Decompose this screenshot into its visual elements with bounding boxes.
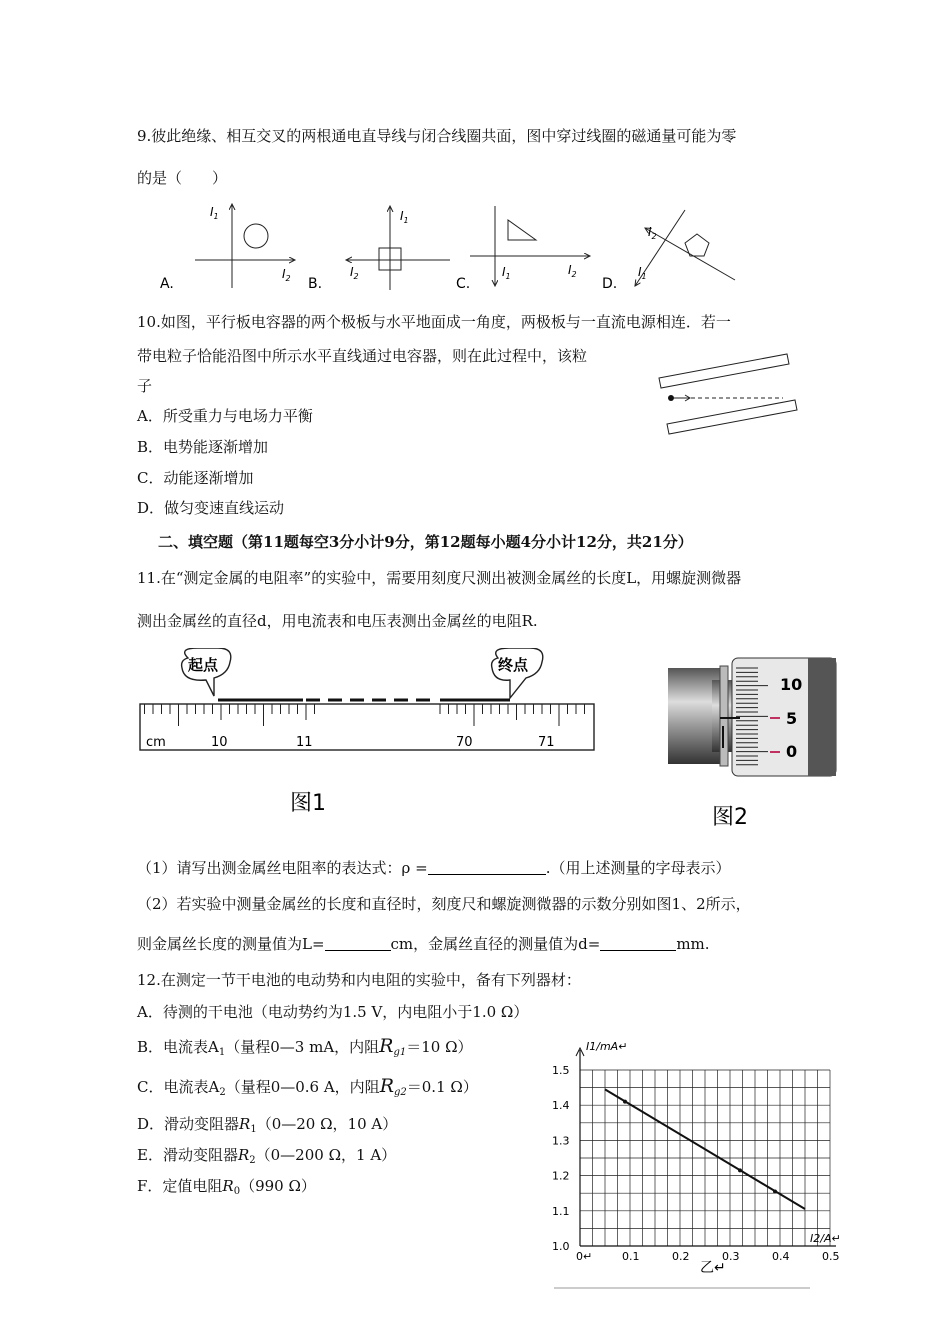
micrometer-half-mark	[722, 726, 724, 748]
x-tick-label: 0.3	[722, 1250, 740, 1263]
start-label: 起点	[188, 656, 219, 674]
q9-a-label-i1: $I_1$	[210, 205, 219, 221]
data-point	[738, 1168, 742, 1172]
q11-figure2-micrometer	[668, 656, 838, 831]
q9-c-label-i1: $I_1$	[502, 265, 511, 281]
chart-y-ticks	[552, 1064, 570, 1253]
data-point	[623, 1100, 627, 1104]
q9-d-label-i1: $I_1$	[638, 265, 647, 281]
q9-a-coil	[244, 224, 268, 248]
q9-c-label-i2: $I_2$	[568, 263, 577, 279]
q10-stem-line3: 子	[137, 377, 153, 395]
y-tick-label: 1.2	[552, 1169, 570, 1183]
ruler-num-10: 10	[211, 735, 228, 750]
q12-option-d-text-b: （0—20 Ω，10 A）	[256, 1115, 398, 1133]
q9-figures	[150, 198, 830, 298]
q12-option-b-text-b: （量程0—3 mA，内阻	[225, 1038, 380, 1056]
micrometer-thimble-shade	[808, 658, 836, 776]
q9-c-coil	[508, 220, 536, 240]
q9-d-wire-i2	[645, 228, 735, 280]
q10-stem-line2: 带电粒子恰能沿图中所示水平直线通过电容器，则在此过程中，该粒	[137, 347, 588, 365]
q12-option-c-sub: 2	[219, 1087, 226, 1098]
q9-option-d-label: D.	[602, 276, 618, 292]
micrometer-num-5: 5	[786, 709, 798, 728]
q9-d-label-i2: $I_2$	[648, 225, 657, 241]
x-tick-label: 0.2	[672, 1250, 690, 1263]
q11-part2-text-a: 则金属丝长度的测量值为L=	[137, 935, 325, 953]
q12-option-e-r: R	[237, 1146, 250, 1164]
q9-b-label-i2: $I_2$	[350, 265, 359, 281]
q12-option-f-text-b: （990 Ω）	[240, 1177, 316, 1195]
rho-answer-blank[interactable]	[428, 858, 546, 875]
q12-option-f-r: R	[222, 1177, 234, 1195]
q10-upper-plate	[659, 354, 789, 388]
ruler-body	[140, 704, 594, 750]
chart-grid	[576, 1048, 836, 1246]
q11-part2-text-b: cm，金属丝直径的测量值为d=	[390, 935, 601, 953]
chart-x-label: I2/A↵	[810, 1232, 841, 1245]
ruler-num-71: 71	[538, 735, 555, 750]
x-tick-label: 0.4	[772, 1250, 790, 1263]
q9-b-label-i1: $I_1$	[400, 209, 409, 225]
q10-capacitor-figure	[655, 350, 805, 440]
q10-option-a: A．所受重力与电场力平衡	[137, 407, 313, 425]
ruler-num-11: 11	[296, 735, 313, 750]
q12-option-a: A．待测的干电池（电动势约为1.5 V，内电阻小于1.0 Ω）	[137, 1003, 529, 1021]
q10-particle	[668, 395, 674, 401]
y-tick-label: 1.0	[552, 1240, 570, 1253]
q11-stem-line2: 测出金属丝的直径d，用电流表和电压表测出金属丝的电阻R.	[137, 612, 538, 630]
q11-figure1-ruler	[138, 648, 598, 818]
fig2-caption: 图2	[712, 805, 748, 830]
q12-option-d-sub: 1	[250, 1124, 257, 1135]
q12-option-e-text-a: E．滑动变阻器	[137, 1146, 238, 1164]
q12-option-d-text-a: D．滑动变阻器	[137, 1115, 240, 1133]
q12-option-b-text-a: B．电流表A	[137, 1038, 219, 1056]
micrometer-num-10: 10	[780, 675, 803, 694]
q12-option-b-sub: 1	[218, 1047, 226, 1058]
chart-y-label: I1/mA↵	[586, 1040, 628, 1053]
micrometer-sleeve-edge	[720, 666, 728, 766]
q9-stem-line1: 9.彼此绝缘、相互交叉的两根通电直导线与闭合线圈共面，图中穿过线圈的磁通量可能为零	[137, 127, 737, 145]
q12-option-c-r: R	[379, 1075, 394, 1097]
q11-part2-line1: （2）若实验中测量金属丝的长度和直径时，刻度尺和螺旋测微器的示数分别如图1、2所示，	[137, 895, 751, 913]
q12-option-c-text-c: ＝0.1 Ω）	[406, 1078, 478, 1096]
q9-d-coil	[685, 234, 709, 256]
section-2-heading: 二、填空题（第11题每空3分小计9分，第12题每小题4分小计12分，共21分）	[158, 533, 693, 551]
q12-option-d	[137, 1114, 397, 1140]
q12-option-b-r: R	[379, 1035, 394, 1057]
q12-option-e	[137, 1145, 396, 1171]
q12-stem: 12.在测定一节干电池的电动势和内电阻的实验中，备有下列器材：	[137, 971, 581, 989]
q12-option-f	[137, 1176, 316, 1202]
q9-a-label-i2: $I_2$	[282, 267, 291, 283]
y-tick-label: 1.4	[552, 1099, 570, 1113]
q10-lower-plate	[667, 400, 797, 434]
q9-option-a-label: A.	[160, 276, 174, 292]
length-answer-blank[interactable]	[325, 934, 391, 951]
diameter-answer-blank[interactable]	[600, 934, 676, 951]
micrometer-num-0: 0	[786, 742, 798, 761]
q11-stem-line1: 11.在“测定金属的电阻率”的实验中，需要用刻度尺测出被测金属丝的长度L，用螺旋测微器	[137, 569, 742, 587]
q12-option-e-sub: 2	[249, 1155, 256, 1166]
ruler-unit: cm	[146, 735, 166, 750]
q10-option-c: C．动能逐渐增加	[137, 469, 254, 487]
x-tick-label: 0.5	[822, 1250, 840, 1263]
fig1-caption: 图1	[290, 791, 326, 816]
x-tick-label: 0.1	[622, 1250, 640, 1263]
q12-option-f-sub: 0	[233, 1186, 241, 1197]
y-tick-label: 1.1	[552, 1204, 570, 1218]
q12-option-c-text-a: C．电流表A	[137, 1078, 220, 1096]
q9-option-c-label: C.	[456, 276, 471, 292]
y-tick-label: 1.3	[552, 1134, 570, 1148]
q12-option-d-r: R	[239, 1115, 251, 1133]
q12-option-b-text-c: ＝10 Ω）	[406, 1038, 473, 1056]
q10-stem-line1: 10.如图，平行板电容器的两个极板与水平地面成一角度，两极板与一直流电源相连．若一	[137, 313, 731, 331]
q12-option-c-text-b: （量程0—0.6 A，内阻	[225, 1078, 380, 1096]
q12-option-c-rsub: g2	[394, 1087, 407, 1098]
q11-part1-text-a: （1）请写出测金属丝电阻率的表达式：ρ =	[137, 859, 428, 877]
q9-stem-line2: 的是（ ）	[137, 169, 228, 187]
q9-option-b-label: B.	[308, 276, 323, 292]
chart-caption: 乙↵	[700, 1260, 726, 1276]
end-label: 终点	[498, 656, 529, 674]
q12-option-c	[137, 1076, 478, 1103]
q11-part2-line2	[137, 934, 710, 954]
q10-option-d: D．做匀变速直线运动	[137, 499, 285, 517]
q11-part1	[137, 858, 730, 878]
q11-part2-text-c: mm.	[676, 935, 710, 953]
x-tick-label: 0↵	[576, 1250, 593, 1263]
y-tick-label: 1.5	[552, 1064, 570, 1077]
q12-option-b-rsub: g1	[393, 1047, 407, 1058]
q10-option-b: B．电势能逐渐增加	[137, 438, 269, 456]
q12-option-b	[137, 1036, 473, 1063]
q11-part1-text-b: .（用上述测量的字母表示）	[545, 859, 731, 877]
q12-i1-i2-graph	[548, 1036, 848, 1296]
q12-option-f-text-a: F．定值电阻	[137, 1177, 223, 1195]
ruler-num-70: 70	[456, 735, 473, 750]
data-point	[773, 1189, 777, 1193]
q12-option-e-text-b: （0—200 Ω，1 A）	[255, 1146, 397, 1164]
